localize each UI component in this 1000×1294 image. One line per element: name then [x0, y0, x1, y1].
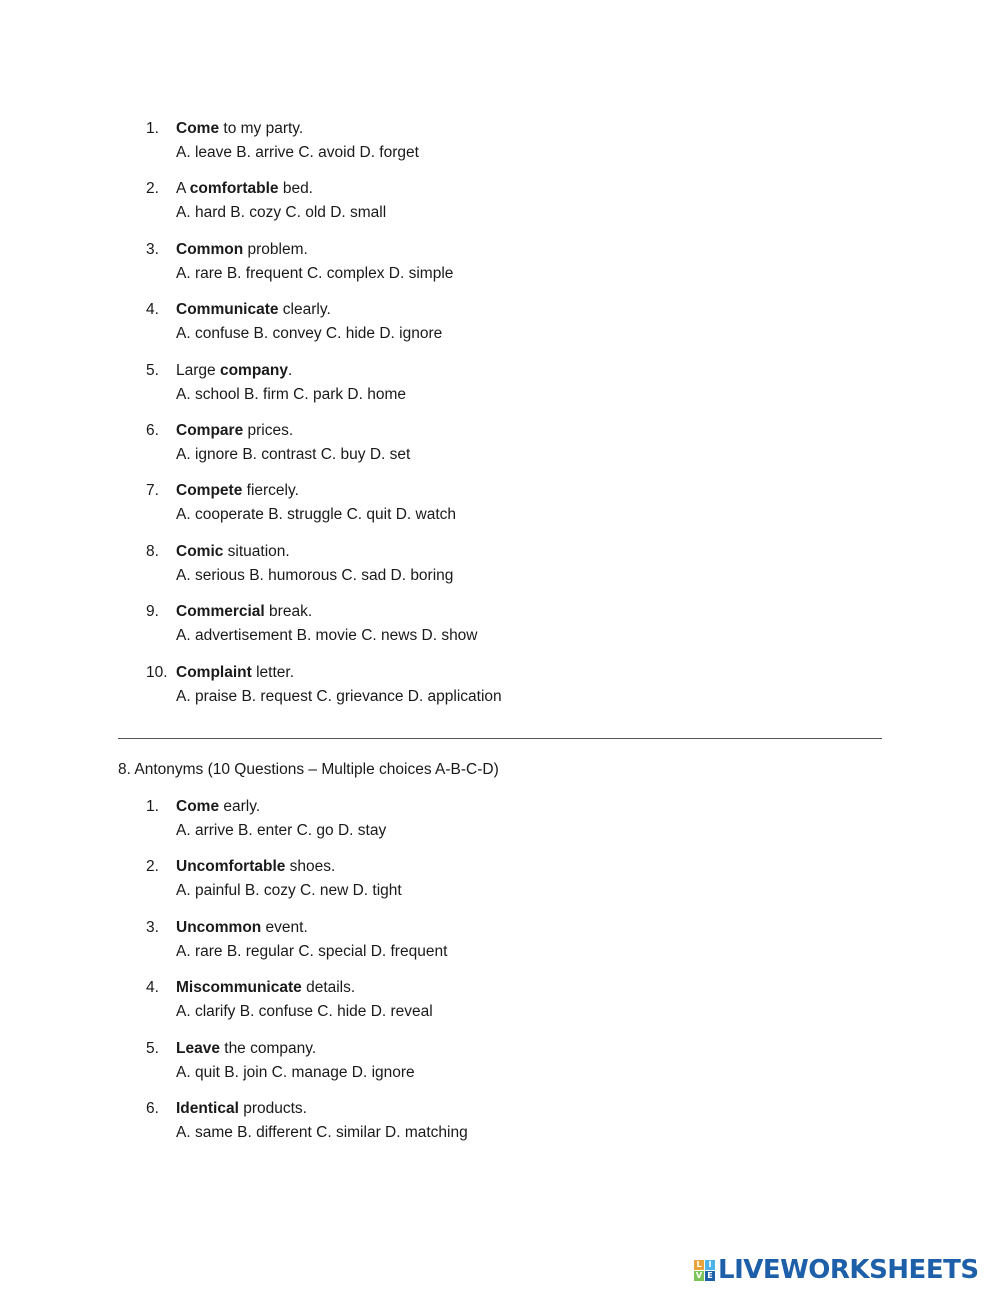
question-number: 4.	[146, 979, 159, 997]
question-keyword: Identical	[176, 1099, 239, 1117]
answer-options: A. rare B. frequent C. complex D. simple	[176, 264, 454, 282]
question-item	[146, 1097, 906, 1157]
question-keyword: Compete	[176, 482, 243, 500]
question-keyword: Leave	[176, 1039, 220, 1057]
answer-options: A. quit B. join C. manage D. ignore	[176, 1063, 415, 1081]
question-item	[146, 600, 906, 660]
logo-mark-letter: I	[705, 1260, 715, 1270]
question-item	[146, 540, 906, 600]
question-content	[176, 540, 453, 588]
question-text: Come early.	[176, 798, 261, 815]
answer-options: A. arrive B. enter C. go D. stay	[176, 822, 387, 839]
question-number: 2.	[146, 858, 159, 876]
question-number: 9.	[146, 603, 159, 621]
question-content	[176, 419, 410, 467]
question-number: 3.	[146, 240, 159, 258]
question-content	[176, 916, 447, 964]
logo-mark-letter: V	[695, 1270, 703, 1280]
question-item	[146, 855, 906, 915]
question-item	[146, 419, 906, 479]
antonyms-question-list	[146, 795, 906, 1157]
logo-mark-letter: E	[705, 1271, 715, 1281]
answer-options: A. same B. different C. similar D. matching	[176, 1123, 468, 1141]
question-text: Uncomfortable shoes.	[176, 858, 336, 876]
question-number: 6.	[146, 421, 159, 439]
answer-options: A. advertisement B. movie C. news D. show	[176, 627, 478, 645]
question-text: Compare prices.	[176, 421, 294, 439]
question-text: Comic situation.	[176, 542, 290, 560]
question-keyword: Come	[176, 798, 220, 815]
question-text: Leave the company.	[176, 1039, 317, 1057]
question-keyword: Comic	[176, 542, 224, 560]
question-content	[176, 1097, 468, 1145]
question-text: A comfortable bed.	[176, 180, 313, 198]
question-number: 4.	[146, 301, 159, 319]
answer-options: A. hard B. cozy C. old D. small	[176, 204, 387, 222]
question-text: Commercial break.	[176, 603, 313, 621]
answer-options: A. confuse B. convey C. hide D. ignore	[176, 325, 443, 343]
question-item	[146, 479, 906, 539]
question-item	[146, 238, 906, 298]
question-keyword: Communicate	[176, 301, 279, 319]
question-item	[146, 661, 906, 721]
question-content	[176, 177, 386, 225]
question-content	[176, 117, 419, 165]
question-text: Large company.	[176, 361, 293, 379]
question-keyword: Common	[176, 240, 244, 258]
answer-options: A. leave B. arrive C. avoid D. forget	[176, 144, 419, 161]
question-number: 7.	[146, 482, 159, 500]
question-number: 8.	[146, 542, 159, 560]
question-content	[176, 479, 456, 527]
question-number: 10.	[146, 663, 168, 681]
question-item	[146, 795, 906, 855]
section-divider	[118, 738, 882, 739]
question-item	[146, 117, 906, 177]
question-number: 6.	[146, 1099, 159, 1117]
question-keyword: company	[219, 361, 289, 379]
question-content	[176, 238, 453, 286]
question-text: Miscommunicate details.	[176, 979, 356, 997]
question-item	[146, 976, 906, 1036]
answer-options: A. painful B. cozy C. new D. tight	[176, 882, 402, 900]
question-number: 3.	[146, 918, 159, 936]
question-number: 1.	[146, 120, 159, 137]
question-keyword: Uncommon	[176, 918, 262, 936]
question-text: Come to my party.	[176, 120, 304, 137]
answer-options: A. rare B. regular C. special D. frequent	[176, 942, 448, 960]
question-text: Compete fiercely.	[176, 482, 299, 500]
question-number: 1.	[146, 798, 159, 815]
question-text: Communicate clearly.	[176, 301, 331, 319]
question-item	[146, 298, 906, 358]
answer-options: A. school B. firm C. park D. home	[176, 385, 406, 403]
logo-mark-letter: L	[694, 1260, 704, 1270]
question-text: Uncommon event.	[176, 918, 308, 936]
question-content	[176, 661, 502, 709]
answer-options: A. serious B. humorous C. sad D. boring	[176, 566, 454, 584]
question-content	[176, 1037, 415, 1085]
question-keyword: Complaint	[176, 663, 252, 681]
question-number: 5.	[146, 361, 159, 379]
question-text: Identical products.	[176, 1099, 307, 1117]
question-content	[176, 298, 442, 346]
synonyms-question-list	[146, 117, 906, 721]
question-item	[146, 359, 906, 419]
question-content	[176, 855, 402, 903]
question-number: 2.	[146, 180, 159, 198]
question-keyword: Come	[176, 120, 220, 137]
answer-options: A. praise B. request C. grievance D. application	[176, 687, 502, 705]
question-item	[146, 916, 906, 976]
question-text: Complaint letter.	[176, 663, 294, 681]
answer-options: A. clarify B. confuse C. hide D. reveal	[176, 1003, 433, 1021]
question-keyword: Commercial	[176, 603, 265, 621]
question-content	[176, 976, 433, 1024]
question-content	[176, 359, 406, 407]
answer-options: A. ignore B. contrast C. buy D. set	[176, 445, 411, 463]
question-item	[146, 1037, 906, 1097]
antonyms-section-title: 8. Antonyms (10 Questions – Multiple choices A-B-C-D)	[118, 761, 499, 778]
question-item	[146, 177, 906, 237]
answer-options: A. cooperate B. struggle C. quit D. watch	[176, 506, 456, 524]
question-text: Common problem.	[176, 240, 308, 258]
logo-mark-icon	[694, 1260, 715, 1281]
question-keyword: Compare	[176, 421, 244, 439]
question-keyword: Miscommunicate	[176, 979, 302, 997]
liveworksheets-logo[interactable]	[694, 1255, 979, 1285]
question-keyword: Uncomfortable	[176, 858, 286, 876]
question-content	[176, 600, 478, 648]
question-number: 5.	[146, 1039, 159, 1057]
question-keyword: comfortable	[189, 180, 279, 198]
question-content	[176, 795, 386, 843]
logo-text: LIVEWORKSHEETS	[718, 1255, 979, 1285]
